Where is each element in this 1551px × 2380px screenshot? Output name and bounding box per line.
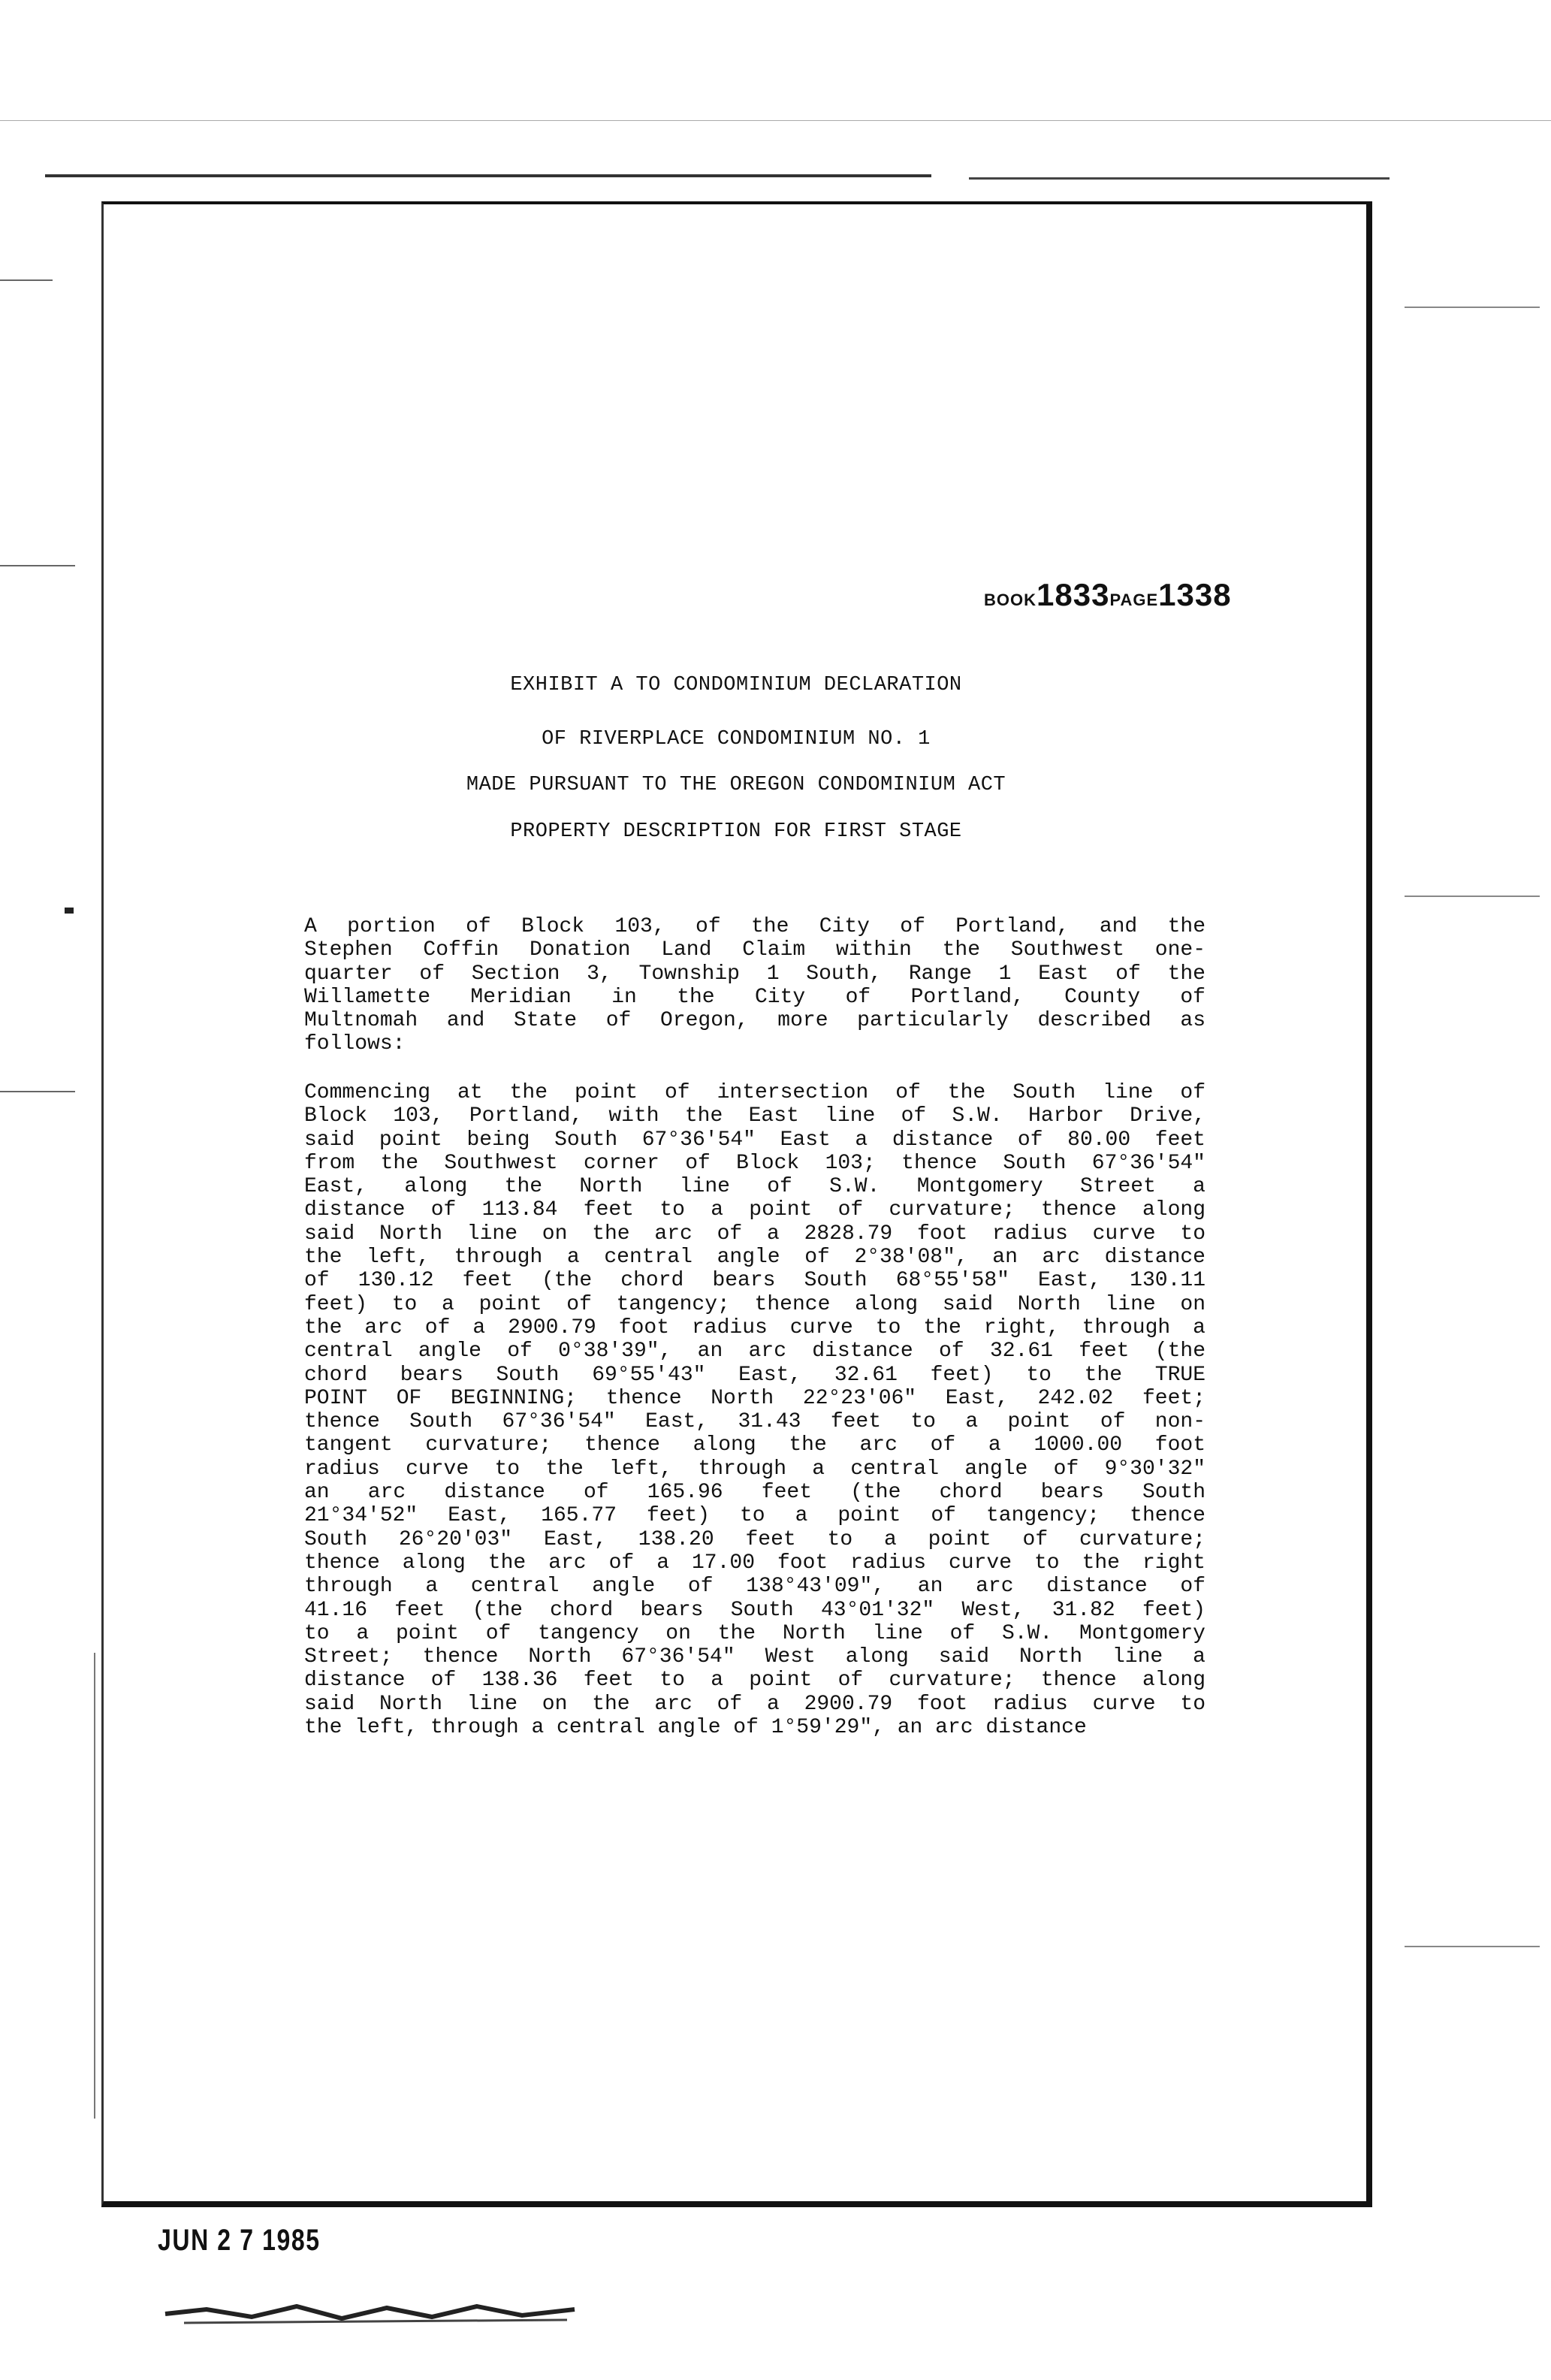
text-line: of 130.12 feet (the chord bears South 68°55'58" East, 130.11 [304,1269,1205,1293]
text-line: distance of 113.84 feet to a point of curvature; thence along [304,1198,1205,1222]
scan-artifact-line [1405,1946,1540,1947]
page-number: 1338 [1158,577,1232,612]
text-line: Willamette Meridian in the City of Portland, County of [304,985,1205,1009]
text-line: A portion of Block 103, of the City of Portland, and the [304,915,1205,938]
book-label: BOOK [984,590,1037,609]
title-line-1: EXHIBIT A TO CONDOMINIUM DECLARATION [510,674,962,696]
text-line: said North line on the arc of a 2828.79 foot radius curve to [304,1222,1205,1246]
text-line: an arc distance of 165.96 feet (the chord bears South [304,1481,1205,1505]
text-line: quarter of Section 3, Township 1 South, Range 1 East of the [304,962,1205,986]
scan-artifact-line [1405,307,1540,308]
text-line: through a central angle of 138°43'09", an arc distance of [304,1575,1205,1599]
scan-artifact-line [94,1653,95,2119]
text-line: Commencing at the point of intersection of the South line of [304,1081,1205,1104]
title-line-3: MADE PURSUANT TO THE OREGON CONDOMINIUM ACT [466,774,1006,796]
book-number: 1833 [1037,577,1110,612]
text-line: South 26°20'03" East, 138.20 feet to a point of curvature; [304,1527,1205,1551]
text-line: distance of 138.36 feet to a point of curvature; thence along [304,1669,1205,1693]
scan-artifact-line [969,177,1390,180]
text-line: follows: [304,1032,406,1056]
scan-artifact-line [0,565,75,566]
text-line: Multnomah and State of Oregon, more particularly described as [304,1009,1205,1033]
stamp-scribble [161,2284,582,2329]
scan-artifact-line [1405,896,1540,897]
text-line: central angle of 0°38'39", an arc distance of 32.61 feet (the [304,1340,1205,1364]
text-line: thence along the arc of a 17.00 foot radius curve to the right [304,1551,1205,1575]
scan-artifact-line [0,120,1551,121]
scan-artifact-line [0,1091,75,1092]
text-line: East, along the North line of S.W. Montgomery Street a [304,1175,1205,1199]
text-line: chord bears South 69°55'43" East, 32.61 feet) to the TRUE [304,1363,1205,1387]
text-line: from the Southwest corner of Block 103; thence South 67°36'54" [304,1151,1205,1175]
scan-artifact-line [45,174,931,177]
text-line: said North line on the arc of a 2900.79 foot radius curve to [304,1692,1205,1716]
text-line: Street; thence North 67°36'54" West along said North line a [304,1645,1205,1669]
text-line: the arc of a 2900.79 foot radius curve to the right, through a [304,1315,1205,1340]
text-line: POINT OF BEGINNING; thence North 22°23'06" East, 242.02 feet; [304,1386,1205,1410]
recording-date-stamp: JUN 2 7 1985 [158,2224,321,2257]
text-line: thence South 67°36'54" East, 31.43 feet to a point of non- [304,1410,1205,1434]
scan-artifact-line [0,279,53,281]
paragraph-metes-and-bounds [304,1081,1205,1739]
text-line: feet) to a point of tangency; thence along said North line on [304,1292,1205,1316]
scan-artifact-mark [65,908,74,914]
text-line: to a point of tangency on the North line of S.W. Montgomery [304,1621,1205,1645]
text-line: 41.16 feet (the chord bears South 43°01'32" West, 31.82 feet) [304,1598,1205,1622]
text-line: 21°34'52" East, 165.77 feet) to a point of tangency; thence [304,1504,1205,1528]
book-page-reference [984,577,1254,613]
text-line: Stephen Coffin Donation Land Claim within the Southwest one- [304,938,1205,962]
text-line: tangent curvature; thence along the arc of a 1000.00 foot [304,1433,1205,1457]
paragraph-property-intro [304,915,1205,1056]
text-line: the left, through a central angle of 2°38'08", an arc distance [304,1246,1205,1270]
text-line: radius curve to the left, through a central angle of 9°30'32" [304,1457,1205,1481]
text-line: Block 103, Portland, with the East line of S.W. Harbor Drive, [304,1104,1205,1128]
title-line-4: PROPERTY DESCRIPTION FOR FIRST STAGE [510,820,962,843]
title-line-2: OF RIVERPLACE CONDOMINIUM NO. 1 [542,728,931,751]
text-line: the left, through a central angle of 1°59'29", an arc distance [304,1716,1087,1740]
page-label: PAGE [1109,590,1159,609]
text-line: said point being South 67°36'54" East a distance of 80.00 feet [304,1128,1205,1152]
